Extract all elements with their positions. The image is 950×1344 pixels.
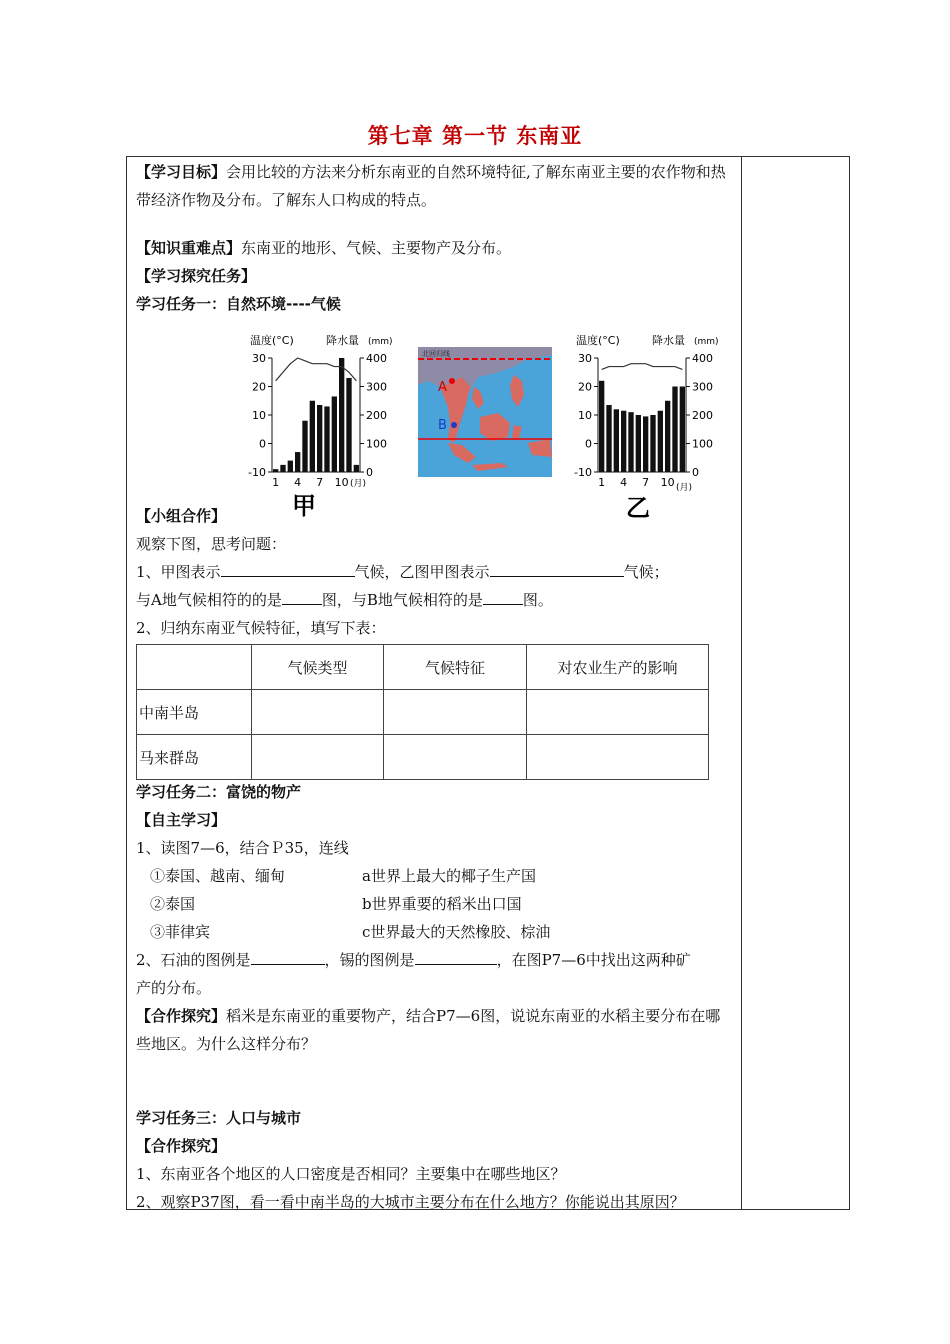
- population-question-1: 1、东南亚各个地区的人口密度是否相同？主要集中在哪些地区？: [136, 1165, 566, 1183]
- question-1-line2: [136, 590, 553, 610]
- precip-axis-label: 降水量: [326, 334, 359, 347]
- precip-bar: [332, 396, 337, 472]
- precip-tick-label: 0: [366, 466, 373, 479]
- month-tick-label: 7: [642, 476, 650, 489]
- point-b-marker: [451, 422, 457, 428]
- precip-bar: [658, 411, 663, 472]
- precip-unit: (mm): [694, 337, 719, 347]
- table-row: [137, 735, 709, 780]
- month-label: (月): [350, 479, 367, 489]
- precip-bar: [643, 416, 648, 472]
- precip-bar: [346, 378, 351, 472]
- table-header-cell: 气候类型: [252, 645, 384, 690]
- match-left-2: ②泰国: [150, 895, 196, 913]
- match-right-a: a世界上最大的椰子生产国: [362, 867, 536, 885]
- row-label: 马来群岛: [137, 735, 252, 780]
- table-header-cell: 对农业生产的影响: [527, 645, 709, 690]
- precip-tick-label: 100: [366, 437, 387, 451]
- q1-part-a: 1、甲图表示: [136, 563, 221, 581]
- temp-tick-label: 20: [252, 380, 266, 394]
- table-row: [137, 690, 709, 735]
- southeast-asia-map: [418, 347, 552, 477]
- table-header-row: [137, 645, 709, 690]
- precip-tick-label: 200: [366, 409, 387, 422]
- precip-bar: [288, 461, 293, 472]
- precip-bar: [302, 421, 307, 472]
- temp-tick-label: 20: [578, 380, 592, 394]
- temp-tick-label: -10: [248, 466, 266, 479]
- climate-chart-yi: [566, 330, 726, 520]
- tasks-header: 【学习探究任务】: [136, 267, 257, 285]
- q1-part-b: 气候，乙图甲图表示: [354, 563, 490, 581]
- key-points-label: 【知识重难点】: [136, 239, 242, 257]
- coop-label-2: 【合作探究】: [136, 1137, 227, 1155]
- blank-climate-yi[interactable]: [490, 562, 624, 577]
- point-b-label: B: [438, 418, 447, 433]
- coop-label-1: 【合作探究】: [136, 1007, 227, 1025]
- page-title: 第七章 第一节 东南亚: [367, 124, 583, 148]
- temp-tick-label: -10: [574, 466, 592, 479]
- precip-unit: (mm): [368, 337, 393, 347]
- table-header-cell: 气候特征: [384, 645, 527, 690]
- climate-chart-jia: [240, 330, 400, 520]
- self-study-label: 【自主学习】: [136, 811, 227, 829]
- task2-heading: 学习任务二：富饶的物产: [136, 783, 302, 801]
- precip-bar: [354, 465, 359, 472]
- row-label: 中南半岛: [137, 690, 252, 735]
- temp-tick-label: 30: [578, 352, 592, 365]
- blank-a-match[interactable]: [282, 590, 322, 605]
- chart-name: 甲: [292, 492, 316, 520]
- precip-bar: [614, 409, 619, 472]
- blank-tin-legend[interactable]: [415, 950, 497, 965]
- match-right-b: b世界重要的稻米出口国: [362, 895, 522, 913]
- table-cell[interactable]: [384, 690, 527, 735]
- s2-part-c: ，在图P7—6中找出这两种矿: [496, 951, 691, 969]
- q1-line2-part-c: 图。: [522, 591, 553, 609]
- precip-tick-label: 0: [692, 466, 699, 479]
- precip-tick-label: 100: [692, 437, 713, 451]
- precip-bar: [606, 405, 611, 472]
- observe-text: 观察下图，思考问题：: [136, 535, 287, 553]
- question-1: [136, 562, 669, 582]
- precip-tick-label: 300: [692, 380, 713, 394]
- table-cell[interactable]: [527, 735, 709, 780]
- key-points: [136, 238, 511, 258]
- month-tick-label: 10: [660, 476, 675, 489]
- point-a-label: A: [438, 380, 447, 395]
- precip-bar: [295, 452, 300, 472]
- precip-bar: [650, 415, 655, 472]
- temp-tick-label: 0: [259, 437, 266, 451]
- precip-bar: [680, 387, 685, 473]
- precip-bar: [339, 358, 344, 472]
- s2-part-a: 2、石油的图例是: [136, 951, 251, 969]
- month-label: (月): [676, 483, 693, 493]
- precip-bar: [636, 415, 641, 472]
- precip-bar: [599, 381, 604, 472]
- month-tick-label: 1: [272, 476, 280, 489]
- temp-tick-label: 30: [252, 352, 266, 365]
- q1-line2-part-a: 与A地气候相符的的是: [136, 591, 282, 609]
- goal-label: 【学习目标】: [136, 163, 227, 181]
- s2-part-b: ，锡的图例是: [324, 951, 415, 969]
- precip-bar: [621, 411, 626, 472]
- coop-rice: [136, 1002, 734, 1058]
- margin-column-divider: [741, 156, 742, 1210]
- table-header-cell: [137, 645, 252, 690]
- point-a-marker: [449, 378, 455, 384]
- task1-heading: 学习任务一：自然环境----气候: [136, 295, 341, 313]
- precip-bar: [665, 401, 670, 472]
- blank-oil-legend[interactable]: [251, 950, 325, 965]
- tropic-label: 北回归线: [422, 350, 450, 358]
- blank-b-match[interactable]: [483, 590, 523, 605]
- precip-bar: [672, 387, 677, 473]
- month-tick-label: 4: [294, 476, 302, 489]
- match-right-c: c世界最大的天然橡胶、棕油: [362, 923, 551, 941]
- month-tick-label: 4: [620, 476, 628, 489]
- question-2: 2、归纳东南亚气候特征，填写下表：: [136, 619, 386, 637]
- precip-bar: [310, 401, 315, 472]
- group-work-label: 【小组合作】: [136, 507, 227, 525]
- month-tick-label: 10: [334, 476, 349, 489]
- task3-heading: 学习任务三：人口与城市: [136, 1109, 302, 1127]
- blank-climate-jia[interactable]: [221, 562, 355, 577]
- population-question-2: 2、观察P37图，看一看中南半岛的大城市主要分布在什么地方？你能说出其原因？: [136, 1193, 685, 1211]
- temp-tick-label: 0: [585, 437, 592, 451]
- month-tick-label: 7: [316, 476, 324, 489]
- chart-name: 乙: [626, 494, 650, 520]
- temperature-line: [602, 364, 683, 370]
- month-tick-label: 1: [598, 476, 606, 489]
- precip-bar: [280, 465, 285, 472]
- goal-text: 会用比较的方法来分析东南亚的自然环境特征,了解东南亚主要的农作物和热带经济作物及分布。了解东人口构成的特点。: [136, 163, 726, 209]
- precip-tick-label: 400: [692, 352, 713, 365]
- learning-goal: [136, 158, 734, 214]
- temp-axis-label: 温度(°C): [250, 334, 294, 347]
- temp-tick-label: 10: [578, 409, 592, 422]
- table-cell[interactable]: [252, 690, 384, 735]
- temp-axis-label: 温度(°C): [576, 334, 620, 347]
- climate-table: [136, 644, 709, 780]
- self-study-2: [136, 950, 691, 970]
- temp-tick-label: 10: [252, 409, 266, 422]
- precip-tick-label: 400: [366, 352, 387, 365]
- table-cell[interactable]: [527, 690, 709, 735]
- table-cell[interactable]: [252, 735, 384, 780]
- table-cell[interactable]: [384, 735, 527, 780]
- precip-bar: [317, 405, 322, 472]
- self-study-1: 1、读图7—6，结合Ｐ35，连线: [136, 839, 349, 857]
- self-study-2-cont: 产的分布。: [136, 979, 212, 997]
- coop-rice-text: 稻米是东南亚的重要物产，结合P7—6图，说说东南亚的水稻主要分布在哪些地区。为什么这样分布？: [136, 1007, 721, 1053]
- precip-axis-label: 降水量: [652, 334, 685, 347]
- q1-part-c: 气候；: [623, 563, 669, 581]
- precip-tick-label: 200: [692, 409, 713, 422]
- match-left-1: ①泰国、越南、缅甸: [150, 867, 286, 885]
- precip-tick-label: 300: [366, 380, 387, 394]
- q1-line2-part-b: 图，与B地气候相符的是: [321, 591, 483, 609]
- match-left-3: ③菲律宾: [150, 923, 211, 941]
- precip-bar: [324, 406, 329, 472]
- key-points-text: 东南亚的地形、气候、主要物产及分布。: [241, 239, 512, 257]
- precip-bar: [628, 412, 633, 472]
